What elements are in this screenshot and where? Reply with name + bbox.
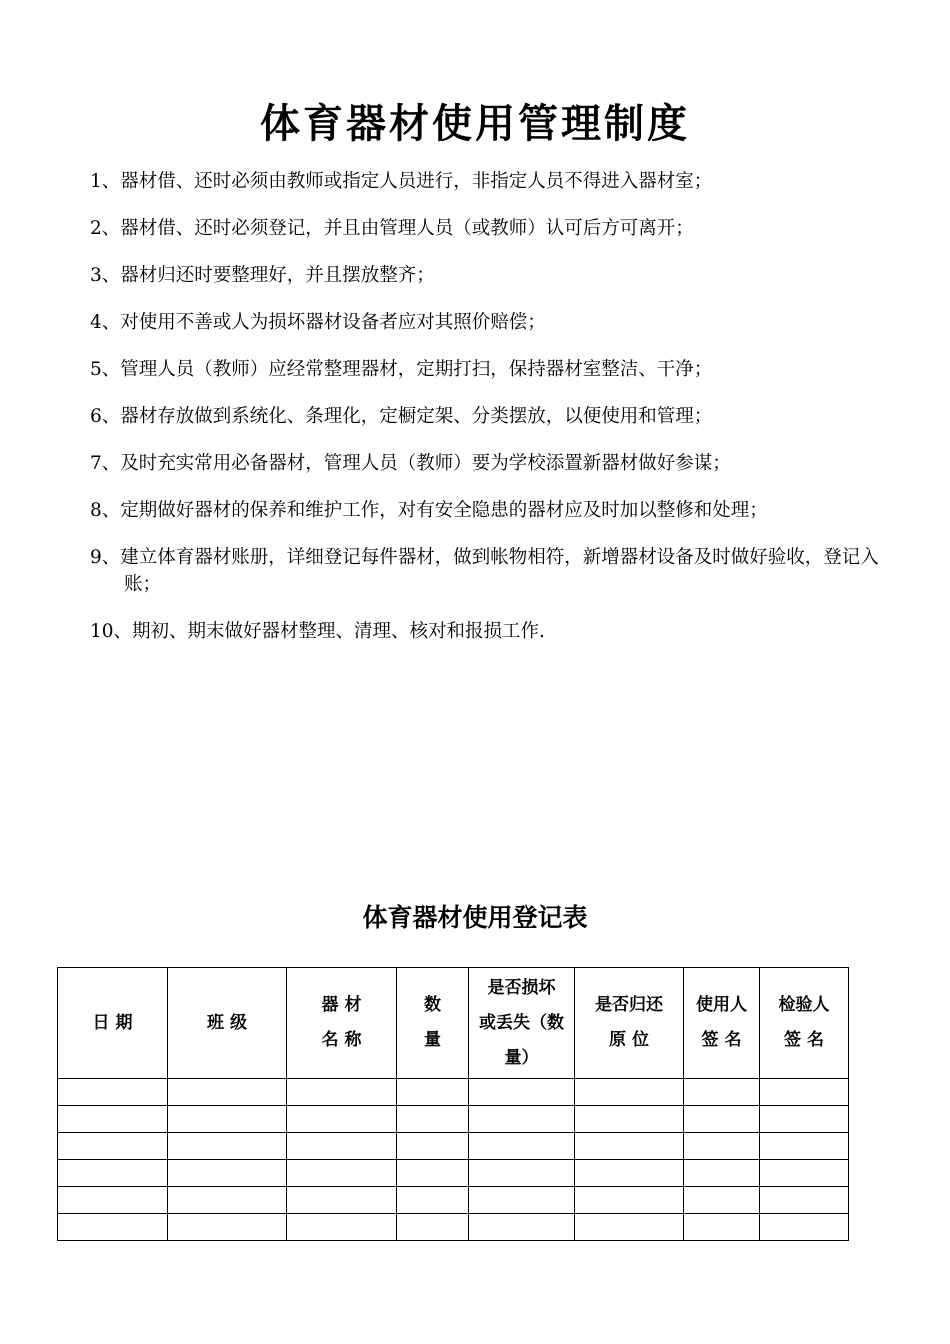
table-cell[interactable] bbox=[58, 1214, 168, 1241]
table-cell[interactable] bbox=[469, 1160, 575, 1187]
table-row bbox=[58, 1214, 849, 1241]
table-cell[interactable] bbox=[684, 1106, 760, 1133]
table-cell[interactable] bbox=[575, 1214, 684, 1241]
table-cell[interactable] bbox=[760, 1187, 849, 1214]
header-quantity: 数 量 bbox=[397, 968, 469, 1079]
table-cell[interactable] bbox=[760, 1214, 849, 1241]
table-cell[interactable] bbox=[469, 1133, 575, 1160]
table-header-row bbox=[58, 968, 849, 1079]
table-cell[interactable] bbox=[575, 1106, 684, 1133]
register-body bbox=[58, 1079, 849, 1241]
rule-item: 6、器材存放做到系统化、条理化，定橱定架、分类摆放，以便使用和管理； bbox=[90, 406, 713, 427]
header-damaged-or-lost: 是否损坏 或丢失（数 量） bbox=[469, 968, 575, 1079]
table-row bbox=[58, 1079, 849, 1106]
table-row bbox=[58, 1133, 849, 1160]
table-cell[interactable] bbox=[397, 1214, 469, 1241]
table-cell[interactable] bbox=[287, 1106, 397, 1133]
table-cell[interactable] bbox=[575, 1079, 684, 1106]
table-cell[interactable] bbox=[287, 1133, 397, 1160]
table-cell[interactable] bbox=[287, 1214, 397, 1241]
header-returned-in-place: 是否归还 原 位 bbox=[575, 968, 684, 1079]
table-cell[interactable] bbox=[168, 1187, 287, 1214]
header-inspector-signature: 检验人 签 名 bbox=[760, 968, 849, 1079]
rules-list bbox=[90, 168, 910, 665]
rule-item: 1、器材借、还时必须由教师或指定人员进行，非指定人员不得进入器材室； bbox=[90, 171, 713, 192]
table-cell[interactable] bbox=[760, 1106, 849, 1133]
table-row bbox=[58, 1106, 849, 1133]
table-cell[interactable] bbox=[760, 1160, 849, 1187]
rule-item: 8、定期做好器材的保养和维护工作，对有安全隐患的器材应及时加以整修和处理； bbox=[90, 500, 768, 521]
header-equipment-name: 器 材 名 称 bbox=[287, 968, 397, 1079]
rule-item: 5、管理人员（教师）应经常整理器材，定期打扫，保持器材室整洁、干净； bbox=[90, 359, 713, 380]
table-cell[interactable] bbox=[58, 1133, 168, 1160]
table-cell[interactable] bbox=[684, 1133, 760, 1160]
table-cell[interactable] bbox=[397, 1106, 469, 1133]
table-cell[interactable] bbox=[58, 1079, 168, 1106]
table-cell[interactable] bbox=[684, 1079, 760, 1106]
table-cell[interactable] bbox=[168, 1133, 287, 1160]
table-row bbox=[58, 1160, 849, 1187]
table-cell[interactable] bbox=[469, 1106, 575, 1133]
rule-item: 10、期初、期末做好器材整理、清理、核对和报损工作. bbox=[90, 621, 545, 642]
table-row bbox=[58, 1187, 849, 1214]
table-cell[interactable] bbox=[58, 1187, 168, 1214]
register-title: 体育器材使用登记表 bbox=[362, 903, 588, 932]
table-cell[interactable] bbox=[469, 1079, 575, 1106]
table-cell[interactable] bbox=[684, 1160, 760, 1187]
rule-item: 9、建立体育器材账册，详细登记每件器材，做到帐物相符，新增器材设备及时做好验收，登记入账； bbox=[90, 547, 879, 595]
table-cell[interactable] bbox=[168, 1106, 287, 1133]
table-cell[interactable] bbox=[575, 1187, 684, 1214]
table-cell[interactable] bbox=[397, 1079, 469, 1106]
register-table bbox=[57, 967, 849, 1241]
header-class: 班 级 bbox=[168, 968, 287, 1079]
table-cell[interactable] bbox=[397, 1133, 469, 1160]
table-cell[interactable] bbox=[287, 1187, 397, 1214]
table-cell[interactable] bbox=[469, 1214, 575, 1241]
table-cell[interactable] bbox=[684, 1187, 760, 1214]
table-cell[interactable] bbox=[575, 1160, 684, 1187]
table-cell[interactable] bbox=[168, 1079, 287, 1106]
table-cell[interactable] bbox=[58, 1106, 168, 1133]
table-cell[interactable] bbox=[397, 1187, 469, 1214]
table-cell[interactable] bbox=[397, 1160, 469, 1187]
rule-item: 4、对使用不善或人为损坏器材设备者应对其照价赔偿； bbox=[90, 312, 546, 333]
table-cell[interactable] bbox=[575, 1133, 684, 1160]
document-title: 体育器材使用管理制度 bbox=[260, 101, 690, 147]
table-cell[interactable] bbox=[287, 1079, 397, 1106]
header-user-signature: 使用人 签 名 bbox=[684, 968, 760, 1079]
table-cell[interactable] bbox=[760, 1133, 849, 1160]
table-cell[interactable] bbox=[168, 1214, 287, 1241]
rule-item: 3、器材归还时要整理好，并且摆放整齐； bbox=[90, 265, 435, 286]
table-cell[interactable] bbox=[58, 1160, 168, 1187]
rule-item: 2、器材借、还时必须登记，并且由管理人员（或教师）认可后方可离开； bbox=[90, 218, 694, 239]
header-date: 日 期 bbox=[58, 968, 168, 1079]
table-cell[interactable] bbox=[760, 1079, 849, 1106]
table-cell[interactable] bbox=[168, 1160, 287, 1187]
table-cell[interactable] bbox=[287, 1160, 397, 1187]
table-cell[interactable] bbox=[684, 1214, 760, 1241]
table-cell[interactable] bbox=[469, 1187, 575, 1214]
rule-item: 7、及时充实常用必备器材，管理人员（教师）要为学校添置新器材做好参谋； bbox=[90, 453, 731, 474]
